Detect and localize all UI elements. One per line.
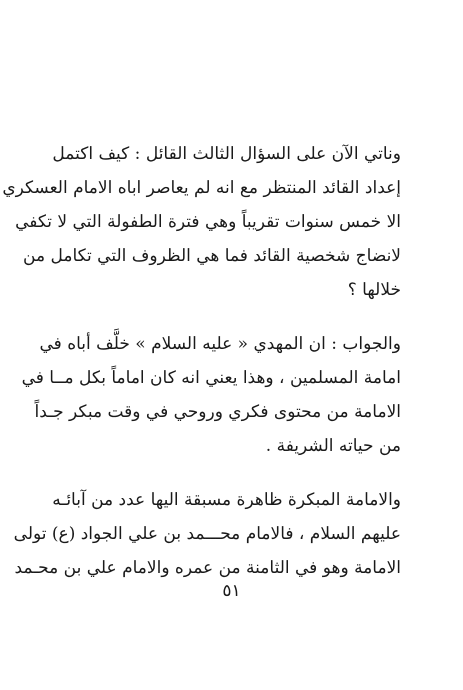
- paragraph-answer: [21, 327, 401, 463]
- text-line: الامامة من محتوى فكري وروحي في وقت مبكر جـداً: [34, 402, 401, 422]
- text-line: وناتي الآن على السؤال الثالث القائل : كيف اكتمل: [52, 144, 401, 164]
- text-line: الا خمس سنوات تقريباً وهي فترة الطفولة التي لا تكفي: [15, 212, 401, 232]
- text-line: الامامة وهو في الثامنة من عمره والامام علي بن محـمد: [14, 558, 401, 578]
- text-line: لانضاج شخصية القائد فما هي الظروف التي تكامل من: [23, 246, 401, 266]
- text-line: إعداد القائد المنتظر مع انه لم يعاصر اباه الامام العسكري: [2, 178, 401, 198]
- paragraph-early-imamate: [13, 483, 401, 585]
- page-number: ٥١: [222, 581, 241, 601]
- text-line: من حياته الشريفة .: [265, 436, 401, 456]
- text-line: خلالها ؟: [347, 280, 401, 300]
- paragraph-question: [2, 137, 401, 307]
- text-line: والجواب : ان المهدي « عليه السلام » خلَّف أباه في: [39, 334, 401, 354]
- body-text: [2, 137, 401, 585]
- text-line: والامامة المبكرة ظاهرة مسبقة اليها عدد من آبائـه: [52, 490, 401, 510]
- text-line: امامة المسلمين ، وهذا يعني انه كان اماماً بكل مــا في: [21, 368, 401, 388]
- text-line: عليهم السلام ، فالامام محـــمد بن علي الجواد (ع) تولى: [13, 524, 401, 544]
